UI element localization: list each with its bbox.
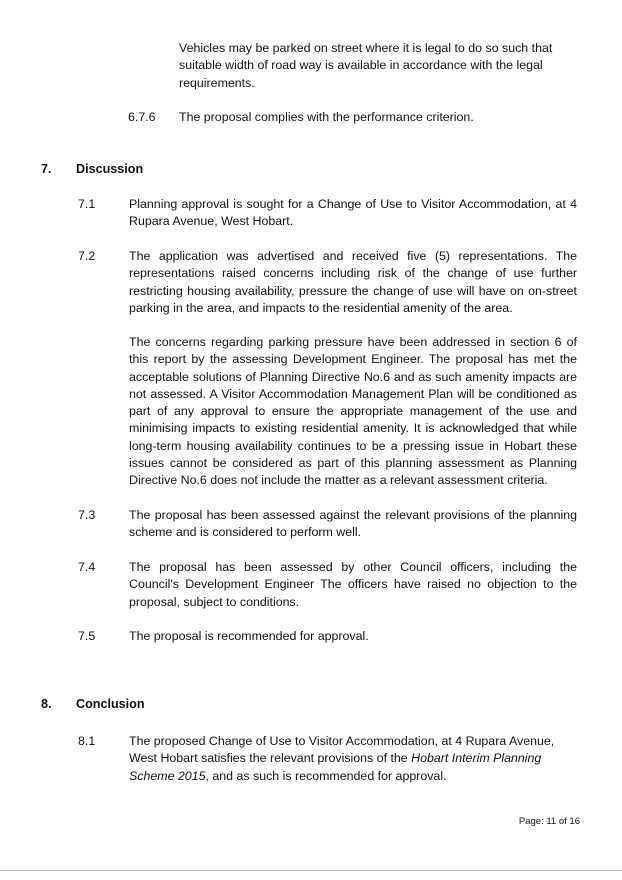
- section-number-discussion: 7.: [41, 162, 52, 176]
- section-number-conclusion: 8.: [41, 697, 52, 711]
- paragraph-7-2: The application was advertised and received five (5) representations. The representations raised concerns including risk of the change of use further restricting housing availability, pressure the change of use will have on on-street parking in the area, and impacts to the residential amenity of the area.: [129, 249, 577, 315]
- paragraph-number-7-1: 7.1: [78, 197, 96, 211]
- paragraph-7-5: The proposal is recommended for approval.: [129, 629, 369, 643]
- paragraph-7-2-continued: The concerns regarding parking pressure have been addressed in section 6 of this report by the assessing Development Engineer. The proposal has met the acceptable solutions of Planning Directive No.6 and as such amenity impacts are not assessed. A Visitor Accommodation Management Plan will be conditioned as part of any approval to ensure the appropriate management of the use and minimising impacts to existing residential amenity. It is acknowledged that while long-term housing availability continues to be a pressing issue in Hobart these issues cannot be considered as part of this planning assessment as Planning Directive No.6 does not include the matter as a relevant assessment criteria.: [129, 335, 577, 488]
- paragraph-8-1: [129, 733, 559, 785]
- page-bottom-divider: [0, 870, 622, 871]
- section-title-conclusion: Conclusion: [76, 697, 145, 711]
- paragraph-number-8-1: 8.1: [78, 734, 96, 748]
- item-number-6-7-6: 6.7.6: [128, 110, 156, 124]
- planning-scheme-title: Hobart Interim Planning Scheme 2015: [129, 751, 542, 783]
- page-number: Page: 11 of 16: [518, 816, 580, 827]
- continuation-paragraph: Vehicles may be parked on street where it is legal to do so such that suitable width of road way is available in accordance with the legal requirements.: [179, 41, 553, 90]
- paragraph-7-3: The proposal has been assessed against the relevant provisions of the planning scheme and is considered to perform well.: [129, 508, 577, 540]
- paragraph-7-1: Planning approval is sought for a Change of Use to Visitor Accommodation, at 4 Rupara Avenue, West Hobart.: [129, 197, 577, 229]
- paragraph-number-7-4: 7.4: [78, 560, 96, 574]
- paragraph-7-4: The proposal has been assessed by other Council officers, including the Council's Development Engineer The officers have raised no objection to the proposal, subject to conditions.: [129, 560, 577, 609]
- paragraph-8-1-text-start: The proposed Change of Use to Visitor Accommodation, at 4 Rupara Avenue, West Hobart satisfies the relevant provisions of the: [129, 734, 555, 766]
- paragraph-number-7-3: 7.3: [78, 508, 96, 522]
- paragraph-number-7-2: 7.2: [78, 249, 96, 263]
- section-title-discussion: Discussion: [76, 162, 144, 176]
- paragraph-8-1-text-end: , and as such is recommended for approval.: [205, 768, 447, 783]
- paragraph-number-7-5: 7.5: [78, 629, 96, 643]
- item-text-6-7-6: The proposal complies with the performance criterion.: [179, 110, 474, 124]
